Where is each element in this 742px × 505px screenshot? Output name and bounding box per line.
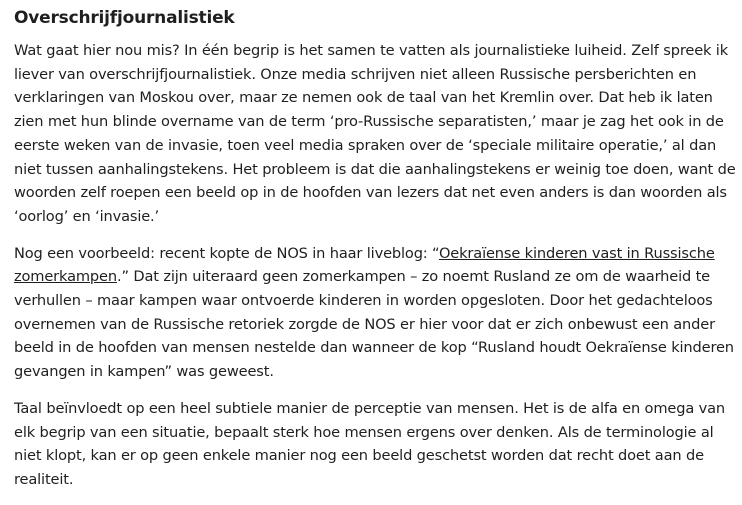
paragraph-2 [14, 242, 738, 384]
article [14, 4, 738, 505]
article-heading: Overschrijfjournalistiek [14, 8, 235, 28]
paragraph-1: Wat gaat hier nou mis? In één begrip is het samen te vatten als journalistieke luiheid. Zelf spreek ik liever van overschrijfjournalistiek. Onze media schrijven niet alleen Russische persberichten en verklaringen van Moskou over, maar ze nemen ook de taal van het Kremlin over. Dat heb ik laten zien met hun blinde overname van de term ‘pro-Russische separatisten,’ maar je zag het ook in de eerste weken van de invasie, toen veel media spraken over de ‘speciale militaire operatie,’ al dan niet tussen aanhalingstekens. Het probleem is dat die aanhalingstekens er weinig toe doen, want de woorden zelf roepen een beeld op in de hoofden van lezers dat net even anders is dan woorden als ‘oorlog’ en ‘invasie.’ [14, 42, 736, 225]
nos-liveblog-link[interactable]: Oekraïense kinderen vast in Russische zomerkampen [14, 244, 715, 286]
paragraph-2-before-link: Nog een voorbeeld: recent kopte de NOS in haar liveblog: “ [14, 244, 439, 262]
paragraph-2-after-link: .” Dat zijn uiteraard geen zomerkampen – zo noemt Rusland ze om de waarheid te verhullen – maar kampen waar ontvoerde kinderen in worden opgesloten. Door het gedachteloos overnemen van de Russische retoriek zorgde de NOS er hier voor dat er zich onbewust een ander beeld in de hoofden van mensen nestelde dan wanneer de kop “Rusland houdt Oekraïense kinderen gevangen in kampen” was geweest. [14, 268, 734, 381]
paragraph-3: Taal beïnvloedt op een heel subtiele manier de perceptie van mensen. Het is de alfa en omega van elk begrip van een situatie, bepaalt sterk hoe mensen ergens over denken. Als de terminologie al niet klopt, kan er op geen enkele manier nog een beeld geschetst worden dat recht doet aan de realiteit. [14, 399, 726, 488]
